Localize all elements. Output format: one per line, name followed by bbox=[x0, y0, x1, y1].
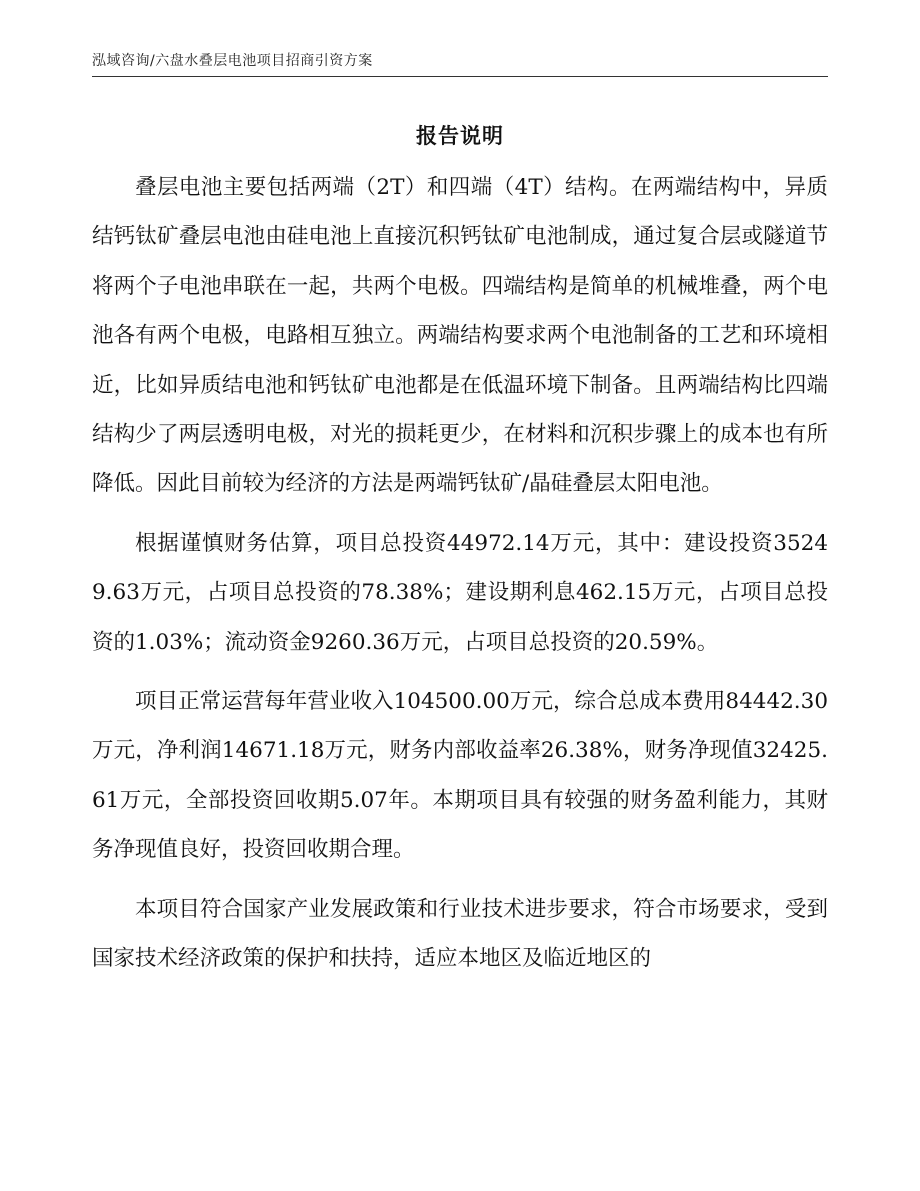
paragraph-financials: 项目正常运营每年营业收入104500.00万元，综合总成本费用84442.30万元，净利润14671.18万元，财务内部收益率26.38%，财务净现值32425.61万元，全部投资回收期5.07年。本期项目具有较强的财务盈利能力，其财务净现值良好，投资回收期合理。 bbox=[92, 689, 828, 863]
paragraph-structure: 叠层电池主要包括两端（2T）和四端（4T）结构。在两端结构中，异质结钙钛矿叠层电池由硅电池上直接沉积钙钛矿电池制成，通过复合层或隧道节将两个子电池串联在一起，共两个电极。四端结构是简单的机械堆叠，两个电池各有两个电极，电路相互独立。两端结构要求两个电池制备的工艺和环境相近，比如异质结电池和钙钛矿电池都是在低温环境下制备。且两端结构比四端结构少了两层透明电极，对光的损耗更少，在材料和沉积步骤上的成本也有所降低。因此目前较为经济的方法是两端钙钛矿/晶硅叠层太阳电池。 bbox=[92, 175, 828, 497]
running-header: 泓域咨询/六盘水叠层电池项目招商引资方案 bbox=[92, 53, 373, 69]
paragraph-investment: 根据谨慎财务估算，项目总投资44972.14万元，其中：建设投资35249.63万元，占项目总投资的78.38%；建设期利息462.15万元，占项目总投资的1.03%；流动资金9260.36万元，占项目总投资的20.59%。 bbox=[92, 530, 828, 655]
header-divider bbox=[92, 76, 828, 77]
document-body bbox=[92, 163, 828, 994]
paragraph-policy: 本项目符合国家产业发展政策和行业技术进步要求，符合市场要求，受到国家技术经济政策的保护和扶持，适应本地区及临近地区的 bbox=[92, 896, 828, 972]
document-title: 报告说明 bbox=[416, 124, 504, 148]
